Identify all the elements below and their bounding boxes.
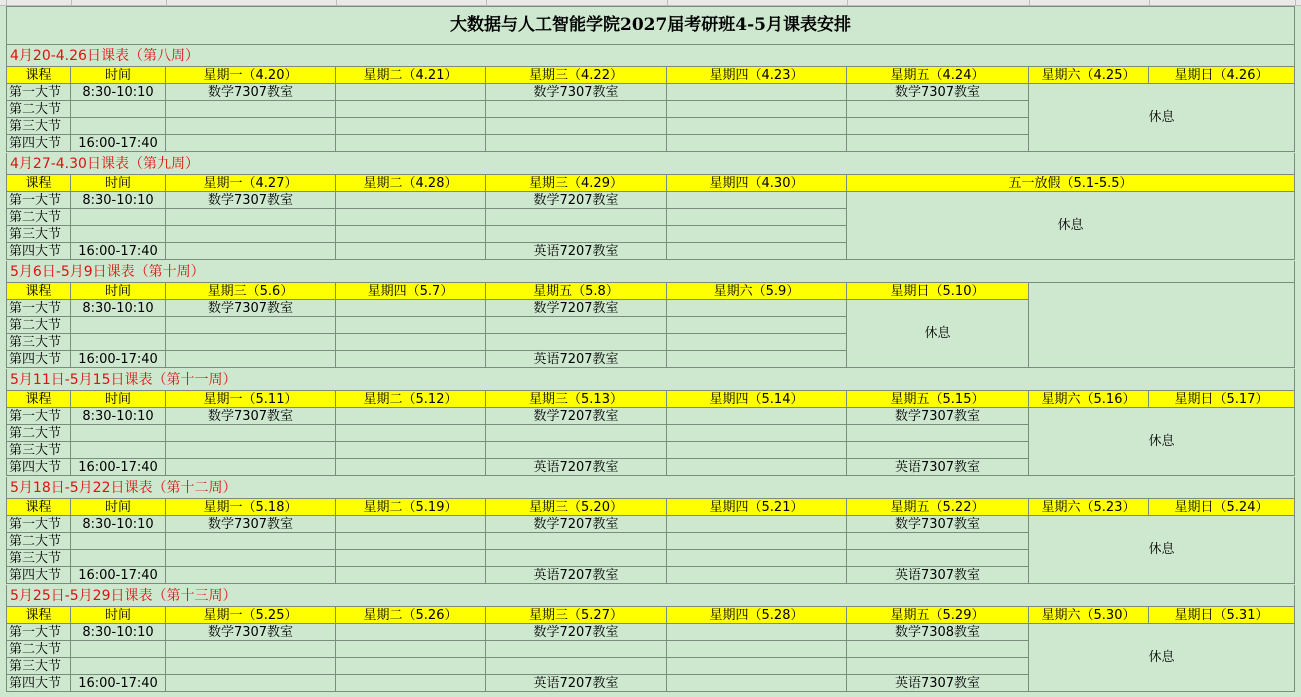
rest-cell[interactable]: 休息 (847, 300, 1029, 368)
day-header[interactable]: 星期二（5.12） (336, 391, 486, 408)
time-cell[interactable]: 8:30-10:10 (71, 516, 166, 533)
header-time[interactable]: 时间 (71, 391, 166, 408)
class-cell[interactable]: 数学7207教室 (486, 408, 667, 425)
class-cell[interactable] (336, 300, 486, 317)
class-cell[interactable]: 数学7307教室 (166, 408, 336, 425)
period-label[interactable]: 第四大节 (6, 243, 71, 260)
class-cell[interactable] (166, 334, 336, 351)
class-cell[interactable] (336, 243, 486, 260)
class-cell[interactable]: 数学7307教室 (847, 408, 1029, 425)
class-cell[interactable] (847, 533, 1029, 550)
class-cell[interactable] (486, 209, 667, 226)
rest-cell[interactable]: 休息 (1029, 624, 1295, 692)
day-header[interactable]: 星期五（5.29） (847, 607, 1029, 624)
class-cell[interactable] (667, 317, 847, 334)
day-header[interactable]: 星期四（5.7） (336, 283, 486, 300)
class-cell[interactable] (667, 334, 847, 351)
class-cell[interactable] (166, 425, 336, 442)
time-cell[interactable]: 16:00-17:40 (71, 675, 166, 692)
time-cell[interactable] (71, 334, 166, 351)
day-header[interactable]: 星期六（5.30） (1029, 607, 1149, 624)
class-cell[interactable] (336, 317, 486, 334)
header-time[interactable]: 时间 (71, 499, 166, 516)
class-cell[interactable] (336, 408, 486, 425)
day-header[interactable]: 五一放假（5.1-5.5） (847, 175, 1295, 192)
period-label[interactable]: 第一大节 (6, 408, 71, 425)
day-header[interactable]: 星期一（4.27） (166, 175, 336, 192)
day-header[interactable]: 星期日（5.17） (1149, 391, 1295, 408)
day-header[interactable]: 星期二（4.28） (336, 175, 486, 192)
header-time[interactable]: 时间 (71, 607, 166, 624)
class-cell[interactable] (486, 641, 667, 658)
class-cell[interactable] (667, 516, 847, 533)
day-header[interactable]: 星期三（4.22） (486, 67, 667, 84)
empty-merged-cell[interactable] (1029, 283, 1295, 368)
week-heading[interactable]: 5月11日-5月15日课表（第十一周） (6, 369, 1295, 391)
time-cell[interactable]: 8:30-10:10 (71, 300, 166, 317)
period-label[interactable]: 第一大节 (6, 624, 71, 641)
class-cell[interactable] (486, 425, 667, 442)
class-cell[interactable] (166, 459, 336, 476)
time-cell[interactable]: 8:30-10:10 (71, 624, 166, 641)
day-header[interactable]: 星期四（4.23） (667, 67, 847, 84)
class-cell[interactable] (667, 408, 847, 425)
time-cell[interactable] (71, 658, 166, 675)
header-time[interactable]: 时间 (71, 175, 166, 192)
class-cell[interactable]: 英语7207教室 (486, 567, 667, 584)
class-cell[interactable] (847, 550, 1029, 567)
day-header[interactable]: 星期四（5.14） (667, 391, 847, 408)
class-cell[interactable] (336, 550, 486, 567)
class-cell[interactable] (166, 550, 336, 567)
period-label[interactable]: 第一大节 (6, 300, 71, 317)
period-label[interactable]: 第二大节 (6, 425, 71, 442)
class-cell[interactable] (667, 135, 847, 152)
class-cell[interactable] (336, 226, 486, 243)
class-cell[interactable] (166, 135, 336, 152)
class-cell[interactable]: 数学7207教室 (486, 300, 667, 317)
class-cell[interactable] (667, 101, 847, 118)
week-heading[interactable]: 4月20-4.26日课表（第八周） (6, 45, 1295, 67)
class-cell[interactable] (847, 442, 1029, 459)
class-cell[interactable] (166, 118, 336, 135)
day-header[interactable]: 星期日（5.24） (1149, 499, 1295, 516)
period-label[interactable]: 第四大节 (6, 567, 71, 584)
rest-cell[interactable]: 休息 (1029, 516, 1295, 584)
time-cell[interactable] (71, 641, 166, 658)
period-label[interactable]: 第三大节 (6, 442, 71, 459)
period-label[interactable]: 第一大节 (6, 84, 71, 101)
period-label[interactable]: 第二大节 (6, 209, 71, 226)
class-cell[interactable] (336, 101, 486, 118)
day-header[interactable]: 星期二（5.19） (336, 499, 486, 516)
week-heading[interactable]: 5月25日-5月29日课表（第十三周） (6, 585, 1295, 607)
time-cell[interactable] (71, 442, 166, 459)
class-cell[interactable] (486, 658, 667, 675)
class-cell[interactable]: 英语7207教室 (486, 675, 667, 692)
class-cell[interactable] (166, 351, 336, 368)
time-cell[interactable]: 8:30-10:10 (71, 84, 166, 101)
day-header[interactable]: 星期三（5.20） (486, 499, 667, 516)
class-cell[interactable]: 英语7207教室 (486, 459, 667, 476)
page-title[interactable]: 大数据与人工智能学院2027届考研班4-5月课表安排 (6, 6, 1295, 45)
class-cell[interactable] (336, 658, 486, 675)
class-cell[interactable] (667, 226, 847, 243)
class-cell[interactable] (166, 317, 336, 334)
class-cell[interactable] (336, 118, 486, 135)
time-cell[interactable]: 16:00-17:40 (71, 135, 166, 152)
class-cell[interactable] (166, 442, 336, 459)
day-header[interactable]: 星期日（4.26） (1149, 67, 1295, 84)
class-cell[interactable] (336, 442, 486, 459)
class-cell[interactable]: 数学7307教室 (166, 192, 336, 209)
class-cell[interactable] (847, 118, 1029, 135)
day-header[interactable]: 星期一（5.18） (166, 499, 336, 516)
time-cell[interactable] (71, 226, 166, 243)
period-label[interactable]: 第四大节 (6, 675, 71, 692)
class-cell[interactable] (486, 317, 667, 334)
week-heading[interactable]: 5月6日-5月9日课表（第十周） (6, 261, 1295, 283)
day-header[interactable]: 星期六（5.23） (1029, 499, 1149, 516)
class-cell[interactable] (486, 226, 667, 243)
day-header[interactable]: 星期二（5.26） (336, 607, 486, 624)
class-cell[interactable] (336, 135, 486, 152)
day-header[interactable]: 星期六（5.16） (1029, 391, 1149, 408)
time-cell[interactable] (71, 118, 166, 135)
class-cell[interactable] (336, 675, 486, 692)
day-header[interactable]: 星期五（5.8） (486, 283, 667, 300)
time-cell[interactable] (71, 550, 166, 567)
class-cell[interactable]: 数学7307教室 (166, 516, 336, 533)
class-cell[interactable] (667, 118, 847, 135)
class-cell[interactable] (667, 567, 847, 584)
day-header[interactable]: 星期六（5.9） (667, 283, 847, 300)
time-cell[interactable] (71, 317, 166, 334)
class-cell[interactable] (667, 351, 847, 368)
class-cell[interactable]: 数学7207教室 (486, 624, 667, 641)
period-label[interactable]: 第四大节 (6, 351, 71, 368)
header-course[interactable]: 课程 (6, 499, 71, 516)
day-header[interactable]: 星期三（4.29） (486, 175, 667, 192)
day-header[interactable]: 星期一（5.25） (166, 607, 336, 624)
day-header[interactable]: 星期五（5.15） (847, 391, 1029, 408)
week-heading[interactable]: 4月27-4.30日课表（第九周） (6, 153, 1295, 175)
class-cell[interactable] (486, 101, 667, 118)
class-cell[interactable] (166, 101, 336, 118)
header-time[interactable]: 时间 (71, 283, 166, 300)
class-cell[interactable]: 英语7307教室 (847, 567, 1029, 584)
header-course[interactable]: 课程 (6, 391, 71, 408)
class-cell[interactable] (166, 567, 336, 584)
class-cell[interactable] (486, 118, 667, 135)
time-cell[interactable]: 16:00-17:40 (71, 243, 166, 260)
class-cell[interactable] (336, 516, 486, 533)
class-cell[interactable] (667, 192, 847, 209)
period-label[interactable]: 第一大节 (6, 192, 71, 209)
time-cell[interactable]: 16:00-17:40 (71, 459, 166, 476)
class-cell[interactable] (336, 84, 486, 101)
rest-cell[interactable]: 休息 (847, 192, 1295, 260)
class-cell[interactable]: 数学7308教室 (847, 624, 1029, 641)
day-header[interactable]: 星期二（4.21） (336, 67, 486, 84)
header-course[interactable]: 课程 (6, 175, 71, 192)
class-cell[interactable]: 数学7307教室 (847, 516, 1029, 533)
class-cell[interactable] (486, 533, 667, 550)
class-cell[interactable] (166, 533, 336, 550)
day-header[interactable]: 星期五（5.22） (847, 499, 1029, 516)
class-cell[interactable] (667, 243, 847, 260)
period-label[interactable]: 第三大节 (6, 658, 71, 675)
class-cell[interactable] (336, 624, 486, 641)
class-cell[interactable] (847, 658, 1029, 675)
day-header[interactable]: 星期一（5.11） (166, 391, 336, 408)
class-cell[interactable] (166, 675, 336, 692)
period-label[interactable]: 第三大节 (6, 118, 71, 135)
day-header[interactable]: 星期三（5.6） (166, 283, 336, 300)
day-header[interactable]: 星期四（5.21） (667, 499, 847, 516)
class-cell[interactable]: 英语7207教室 (486, 351, 667, 368)
class-cell[interactable] (336, 533, 486, 550)
header-time[interactable]: 时间 (71, 67, 166, 84)
class-cell[interactable] (336, 209, 486, 226)
rest-cell[interactable]: 休息 (1029, 408, 1295, 476)
class-cell[interactable] (336, 425, 486, 442)
class-cell[interactable] (166, 243, 336, 260)
class-cell[interactable]: 英语7307教室 (847, 675, 1029, 692)
class-cell[interactable] (166, 641, 336, 658)
period-label[interactable]: 第四大节 (6, 459, 71, 476)
class-cell[interactable] (486, 550, 667, 567)
class-cell[interactable] (667, 425, 847, 442)
period-label[interactable]: 第二大节 (6, 533, 71, 550)
class-cell[interactable] (667, 550, 847, 567)
day-header[interactable]: 星期日（5.31） (1149, 607, 1295, 624)
header-course[interactable]: 课程 (6, 607, 71, 624)
class-cell[interactable] (667, 300, 847, 317)
day-header[interactable]: 星期四（4.30） (667, 175, 847, 192)
time-cell[interactable] (71, 101, 166, 118)
class-cell[interactable] (667, 84, 847, 101)
class-cell[interactable] (667, 624, 847, 641)
day-header[interactable]: 星期五（4.24） (847, 67, 1029, 84)
week-heading[interactable]: 5月18日-5月22日课表（第十二周） (6, 477, 1295, 499)
class-cell[interactable] (667, 641, 847, 658)
time-cell[interactable] (71, 533, 166, 550)
class-cell[interactable] (847, 101, 1029, 118)
class-cell[interactable] (847, 135, 1029, 152)
class-cell[interactable] (486, 442, 667, 459)
class-cell[interactable] (336, 567, 486, 584)
class-cell[interactable] (667, 658, 847, 675)
class-cell[interactable]: 英语7207教室 (486, 243, 667, 260)
time-cell[interactable]: 8:30-10:10 (71, 408, 166, 425)
class-cell[interactable]: 数学7207教室 (486, 192, 667, 209)
class-cell[interactable]: 数学7307教室 (166, 624, 336, 641)
class-cell[interactable]: 数学7307教室 (166, 300, 336, 317)
class-cell[interactable] (166, 658, 336, 675)
class-cell[interactable] (667, 533, 847, 550)
class-cell[interactable] (667, 459, 847, 476)
time-cell[interactable]: 16:00-17:40 (71, 351, 166, 368)
period-label[interactable]: 第二大节 (6, 641, 71, 658)
time-cell[interactable] (71, 425, 166, 442)
class-cell[interactable]: 英语7307教室 (847, 459, 1029, 476)
period-label[interactable]: 第一大节 (6, 516, 71, 533)
class-cell[interactable] (486, 334, 667, 351)
class-cell[interactable] (336, 334, 486, 351)
time-cell[interactable] (71, 209, 166, 226)
day-header[interactable]: 星期一（4.20） (166, 67, 336, 84)
day-header[interactable]: 星期六（4.25） (1029, 67, 1149, 84)
class-cell[interactable] (336, 351, 486, 368)
class-cell[interactable] (486, 135, 667, 152)
class-cell[interactable]: 数学7307教室 (847, 84, 1029, 101)
period-label[interactable]: 第三大节 (6, 226, 71, 243)
time-cell[interactable]: 16:00-17:40 (71, 567, 166, 584)
rest-cell[interactable]: 休息 (1029, 84, 1295, 152)
header-course[interactable]: 课程 (6, 283, 71, 300)
period-label[interactable]: 第四大节 (6, 135, 71, 152)
class-cell[interactable]: 数学7307教室 (166, 84, 336, 101)
class-cell[interactable] (667, 209, 847, 226)
class-cell[interactable] (166, 209, 336, 226)
header-course[interactable]: 课程 (6, 67, 71, 84)
day-header[interactable]: 星期三（5.13） (486, 391, 667, 408)
class-cell[interactable] (336, 192, 486, 209)
class-cell[interactable] (336, 641, 486, 658)
class-cell[interactable] (336, 459, 486, 476)
period-label[interactable]: 第三大节 (6, 334, 71, 351)
class-cell[interactable] (847, 425, 1029, 442)
day-header[interactable]: 星期日（5.10） (847, 283, 1029, 300)
class-cell[interactable] (667, 442, 847, 459)
period-label[interactable]: 第二大节 (6, 317, 71, 334)
class-cell[interactable]: 数学7207教室 (486, 516, 667, 533)
period-label[interactable]: 第三大节 (6, 550, 71, 567)
day-header[interactable]: 星期三（5.27） (486, 607, 667, 624)
day-header[interactable]: 星期四（5.28） (667, 607, 847, 624)
time-cell[interactable]: 8:30-10:10 (71, 192, 166, 209)
class-cell[interactable] (667, 675, 847, 692)
class-cell[interactable]: 数学7307教室 (486, 84, 667, 101)
period-label[interactable]: 第二大节 (6, 101, 71, 118)
class-cell[interactable] (847, 641, 1029, 658)
class-cell[interactable] (166, 226, 336, 243)
